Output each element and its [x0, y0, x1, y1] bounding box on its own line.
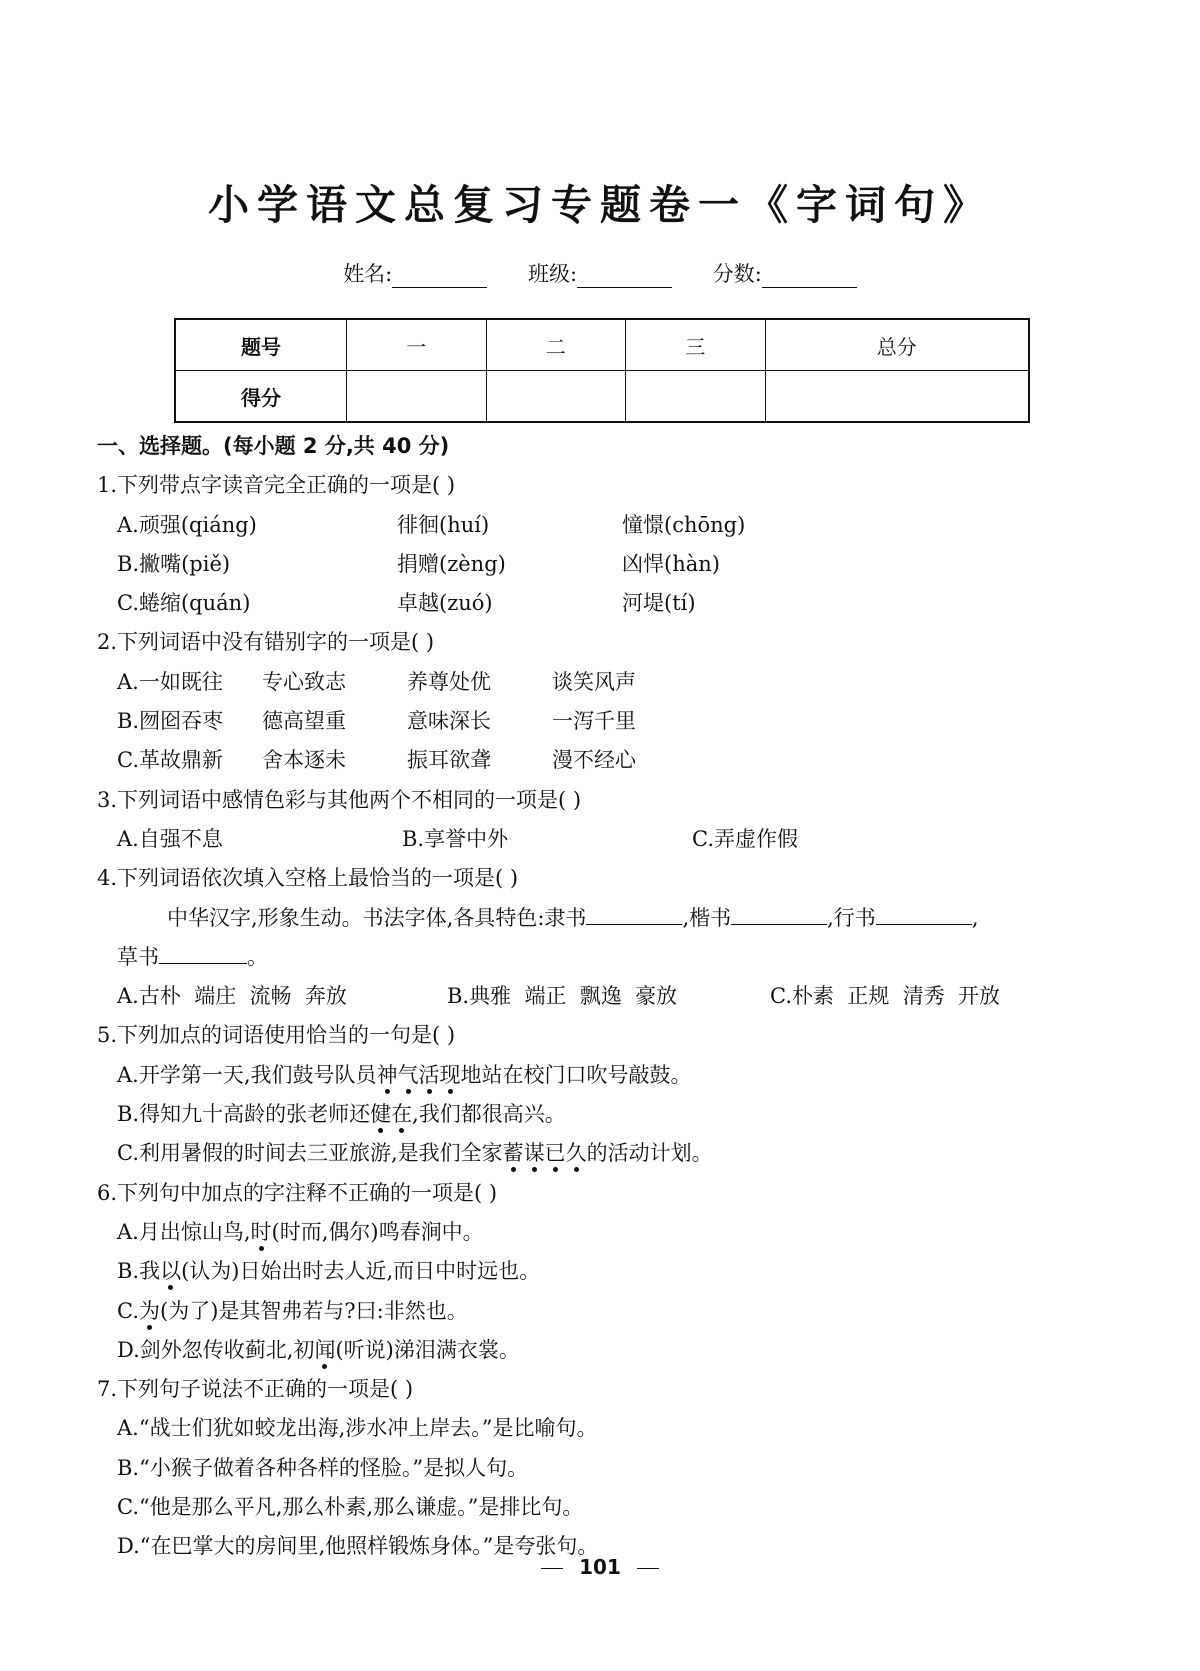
dotted-char: 蓄 — [502, 1141, 524, 1166]
question-stem: 3.下列词语中感情色彩与其他两个不相同的一项是( ) — [97, 787, 582, 812]
option-text: 振耳欲聋 — [407, 748, 491, 773]
option-row — [97, 1095, 1107, 1134]
question-stem: 2.下列词语中没有错别字的一项是( ) — [97, 630, 435, 655]
option-row — [97, 702, 1107, 741]
option-text: 捐赠(zèng) — [397, 551, 506, 576]
paragraph-text: , — [971, 905, 979, 930]
dotted-word — [377, 1063, 461, 1087]
dotted-char: 气 — [397, 1062, 419, 1087]
table-header-cell: 题号 — [175, 319, 347, 371]
table-header-cell: 三 — [626, 319, 766, 371]
option-text: C.蜷缩(quán) — [117, 591, 251, 616]
paragraph-text: 。 — [247, 944, 268, 969]
dotted-char: 在 — [391, 1102, 413, 1127]
class-field[interactable] — [577, 265, 672, 288]
dotted-char: 闻 — [314, 1337, 336, 1362]
option-row: B.“小猴子做着各种各样的怪脸。”是拟人句。 — [117, 1455, 529, 1480]
option-text: B.得知九十高龄的张老师还 — [117, 1102, 371, 1127]
score-cell[interactable] — [486, 371, 626, 423]
option-text: B.我 — [117, 1259, 161, 1284]
option-row — [97, 1213, 1107, 1252]
option-text: C.弄虚作假 — [692, 826, 798, 851]
question-stem: 6.下列句中加点的字注释不正确的一项是( ) — [97, 1180, 498, 1205]
option-text: B.享誉中外 — [402, 826, 509, 851]
dotted-char: 为 — [139, 1298, 160, 1323]
fill-blank[interactable] — [731, 904, 827, 925]
option-text: 徘徊(huí) — [397, 512, 490, 537]
score-field[interactable] — [762, 265, 857, 288]
option-row — [97, 1331, 1107, 1370]
option-row — [97, 545, 1107, 584]
fill-blank[interactable] — [159, 943, 247, 964]
dotted-word — [139, 1299, 160, 1323]
question-stem: 7.下列句子说法不正确的一项是( ) — [97, 1377, 414, 1402]
option-text: 一泻千里 — [552, 709, 636, 734]
option-text: C.朴素 正规 清秀 开放 — [770, 984, 1001, 1009]
option-text: 舍本逐未 — [262, 748, 346, 773]
option-text: ,我们都很高兴。 — [412, 1102, 566, 1127]
question-stem: 1.下列带点字读音完全正确的一项是( ) — [97, 473, 456, 498]
page-number-text: 101 — [579, 1555, 621, 1579]
fill-blank[interactable] — [586, 904, 682, 925]
option-text: 凶悍(hàn) — [622, 551, 720, 576]
dotted-char: 健 — [370, 1102, 392, 1127]
option-row — [97, 1252, 1107, 1291]
name-label: 姓名: — [343, 262, 393, 286]
option-row: D.“在巴掌大的房间里,他照样锻炼身体。”是夸张句。 — [117, 1534, 599, 1559]
option-text: 漫不经心 — [552, 748, 636, 773]
divider — [541, 1568, 563, 1569]
table-header-cell: 二 — [486, 319, 626, 371]
option-row — [97, 506, 1107, 545]
option-row — [97, 741, 1107, 780]
option-text: A.顽强(qiáng) — [117, 512, 257, 537]
option-text: D.剑外忽传收蓟北,初 — [117, 1337, 315, 1362]
score-table-header-row — [175, 319, 1029, 371]
option-text: A.一如既往 — [117, 669, 223, 694]
table-row-label: 得分 — [175, 371, 347, 423]
dotted-char: 以 — [160, 1259, 182, 1284]
paragraph-text: ,行书 — [827, 905, 876, 930]
score-label: 分数: — [712, 262, 762, 286]
dotted-word — [370, 1102, 412, 1126]
paragraph-text: ,楷书 — [682, 905, 732, 930]
option-row — [97, 977, 1107, 1016]
dotted-char: 现 — [439, 1062, 461, 1087]
option-text: 德高望重 — [262, 709, 346, 734]
question-body — [97, 427, 1107, 1567]
score-cell[interactable] — [347, 371, 487, 423]
question-stem: 4.下列词语依次填入空格上最恰当的一项是( ) — [97, 866, 519, 891]
dotted-char: 神 — [376, 1062, 398, 1087]
option-row — [97, 1134, 1107, 1173]
option-text: (认为)日始出时去人近,而日中时远也。 — [181, 1259, 541, 1284]
option-text: A.自强不息 — [117, 826, 223, 851]
option-text: B.撇嘴(piě) — [117, 551, 231, 576]
option-text: (听说)涕泪满衣裳。 — [335, 1337, 520, 1362]
option-text: (为了)是其智弗若与?曰:非然也。 — [160, 1298, 468, 1323]
section-heading: 一、选择题。(每小题 2 分,共 40 分) — [97, 434, 450, 458]
dotted-char: 已 — [544, 1141, 566, 1166]
option-row — [97, 1056, 1107, 1095]
option-text: C.革故鼎新 — [117, 748, 223, 773]
option-text: 河堤(tí) — [622, 591, 696, 616]
dotted-char: 时 — [250, 1219, 272, 1244]
page-number — [0, 1555, 1200, 1579]
option-row — [97, 584, 1107, 623]
option-text: A.月出惊山鸟, — [117, 1219, 251, 1244]
dotted-word — [503, 1141, 587, 1165]
option-text: 卓越(zuó) — [397, 591, 493, 616]
score-table — [174, 318, 1030, 423]
score-table-score-row — [175, 371, 1029, 423]
option-text: 谈笑风声 — [552, 669, 636, 694]
score-cell[interactable] — [765, 371, 1029, 423]
option-row — [97, 820, 1107, 859]
class-label: 班级: — [527, 262, 578, 286]
option-text: 地站在校门口吹号敲鼓。 — [460, 1062, 692, 1087]
option-text: B.囫囵吞枣 — [117, 709, 224, 734]
dotted-word — [251, 1220, 272, 1244]
option-text: A.古朴 端庄 流畅 奔放 — [117, 984, 347, 1009]
option-text: A.开学第一天,我们鼓号队员 — [117, 1062, 377, 1087]
option-text: 专心致志 — [262, 669, 346, 694]
option-text: B.典雅 端正 飘逸 豪放 — [447, 984, 678, 1009]
paragraph-text: 中华汉字,形象生动。书法字体,各具特色:隶书 — [167, 905, 587, 930]
option-text: 养尊处优 — [407, 669, 491, 694]
fill-blank[interactable] — [876, 904, 972, 925]
paragraph-text: 草书 — [117, 944, 159, 969]
dotted-char: 久 — [565, 1141, 587, 1166]
option-text: C.利用暑假的时间去三亚旅游,是我们全家 — [117, 1141, 503, 1166]
option-text: 憧憬(chōng) — [622, 512, 746, 537]
table-header-cell: 总分 — [765, 319, 1029, 371]
dotted-char: 谋 — [523, 1141, 545, 1166]
score-cell[interactable] — [626, 371, 766, 423]
option-row: C.“他是那么平凡,那么朴素,那么谦虚。”是排比句。 — [117, 1495, 584, 1520]
table-header-cell: 一 — [347, 319, 487, 371]
page-title: 小学语文总复习专题卷一《字词句》 — [208, 181, 992, 229]
option-row — [97, 663, 1107, 702]
option-text: (时而,偶尔)鸣春涧中。 — [271, 1219, 484, 1244]
fill-in-paragraph — [97, 899, 1107, 938]
name-field[interactable] — [392, 265, 487, 288]
option-text: C. — [117, 1298, 139, 1323]
fill-in-paragraph — [97, 938, 1107, 977]
dotted-char: 活 — [418, 1062, 440, 1087]
divider — [637, 1568, 659, 1569]
dotted-word — [314, 1338, 335, 1362]
option-text: 的活动计划。 — [586, 1141, 713, 1166]
student-info — [0, 258, 1200, 288]
option-row: A.“战士们犹如蛟龙出海,涉水冲上岸去。”是比喻句。 — [117, 1416, 598, 1441]
dotted-word — [160, 1259, 181, 1283]
option-text: 意味深长 — [407, 709, 491, 734]
question-stem: 5.下列加点的词语使用恰当的一句是( ) — [97, 1023, 456, 1048]
option-row — [97, 1292, 1107, 1331]
